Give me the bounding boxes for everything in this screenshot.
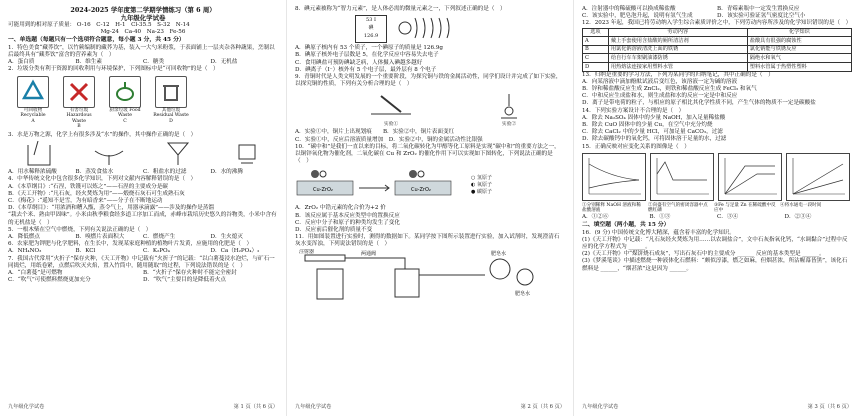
column-header: 劳动内容 <box>608 28 747 37</box>
atomic-number: 53 <box>366 17 373 24</box>
question-11: 11．用如图装置进行实验时，测得的数据如下。某同学按下图所示装置进行实验，加入试剂时，发现澄清石灰水变浑浊，下列说法错误的是（ ） <box>295 234 560 248</box>
figure-caption: 实验① <box>383 122 399 128</box>
option: A．实验①中，铜片上出现划痕 B．实验②中，铜片表面变红 <box>295 129 455 136</box>
element-figures <box>355 15 565 43</box>
section-heading: 一、单选题（每题只有一个选项符合题意，每小题 3 分，共 45 分） <box>8 37 185 44</box>
column-header: 化学知识 <box>747 28 851 37</box>
option: B．①③ <box>649 214 671 220</box>
option: B．《天工开物》:“凡石灰，经火焚炼为用”——煅烧石灰石可生成熟石灰 <box>8 190 185 197</box>
apparatus-label: 两通阀 <box>361 250 377 257</box>
option: D．除去碳酸钙中的氧化钙，可将固体溶于足量的水，过滤 <box>582 136 727 143</box>
option: D．该实验可验证氢气密度比空气小 <box>717 13 806 20</box>
page-footer <box>295 403 565 410</box>
option: D．Ca（H₂PO₄）₂ <box>210 248 260 255</box>
hazardous-icon <box>60 76 98 130</box>
catalyst-label: Cu-ZrO₂ <box>411 187 431 194</box>
option: D．反应前后催化剂的质量不变 <box>295 227 373 234</box>
table-cell: C <box>583 54 609 63</box>
option: C．实验①中，反应后溶液质量增加 D．实验②中，铜的金属活动性比银强 <box>295 136 483 143</box>
atom-structure-diagram <box>395 15 455 41</box>
table-cell: 隔绝水和氧气 <box>747 54 851 63</box>
question-16: 16．(9 分) 中国传统文化博大精深，蕴含着丰富的化学知识。 <box>582 229 735 236</box>
option: C．该实验中，肥皂泡升起，说明有氢气生成 <box>582 13 693 20</box>
option: D．②③④ <box>784 214 812 220</box>
option: A．①②⑥ <box>582 214 609 220</box>
table-cell: D <box>583 62 609 71</box>
question-4: 4．中华传统文化中包含很多化学知识，下列对文献内容解释错误的是（ ） <box>8 176 197 183</box>
question-7: 7．我国古代常用“火折子”保存火种，《天工开物》中记载有“火折子”的记载：“以白薯蔓浸水泡烂，与矿石一同捣烂，用纸卷紧，点燃后吹灭火焰，置入竹筒中，随用随取”的过程，下列说法错误的是（ ） <box>8 255 275 269</box>
question-5: 5．一根木柴在空气中燃烧，下列有关说法正确的是（ ） <box>8 226 152 233</box>
apparatus-label: 注射器 <box>299 248 315 255</box>
graph-caption: ④将水通电一段时间 <box>780 202 822 208</box>
option: B．嗅燃片表面积大 <box>75 234 125 241</box>
page-3 <box>574 0 860 416</box>
bin-label: 厨余垃圾 Food Waste <box>109 107 141 119</box>
apparatus-label: 肥皂水 <box>515 290 531 297</box>
option: C．中和反应生成盐和水，则生成盐和水的反应一定是中和反应 <box>582 93 738 100</box>
bin-letter: C <box>123 118 127 124</box>
option: D．“吹气”主要目的是降低着火点 <box>143 277 226 284</box>
question-10: 10．“碳中和”是我们一直以来的目标，将二氧化碳转化为甲醇等化工原料是实现“碳中和”的重要方法之一，以铜锌氧化物为催化剂，二氧化碳在 Cu 和 ZrO₂ 的催化作用下可以实现如下图转化，下列说法正确的是（ ） <box>295 143 560 165</box>
question-12: 12．2023 年起，我国已将劳动纳入学生综合素质评价之中，下列劳动内容所涉及的化学知识错误的是（ ） <box>582 20 852 27</box>
graph-1 <box>582 153 646 201</box>
column-header: 选项 <box>583 28 609 37</box>
table-cell: 氯化钠能与铁锈反应 <box>747 45 851 54</box>
table-header <box>583 28 852 37</box>
option: B．锌和稀盐酸反应生成 ZnCl₂，则铁和稀盐酸反应生成 FeCl₃ 和氧气 <box>582 85 757 92</box>
lab-figures <box>8 141 278 167</box>
section-heading: 二、填空题（两小题，共 15 分） <box>582 222 670 229</box>
apparatus-diagram <box>295 249 555 303</box>
footer-left: 九年级化学试卷 <box>582 404 619 410</box>
table-row <box>583 37 852 46</box>
exam-title: 2024-2025 学年度第二学期学情练习（第 6 周） <box>70 6 216 14</box>
bin-letter: A <box>31 118 35 124</box>
question-6: 6．农家肥为钾肥与化学肥料，在生长中，发现某家庭种植的植物叶片发黄，应施用的化肥是（ ） <box>8 241 253 248</box>
option: C．食用碘盐可预防碘缺乏病，人体摄入碘越多越好 <box>295 59 423 66</box>
experiment-figures <box>335 90 565 127</box>
graph-caption: ①分别稀释 NaOH 溶液和稀盐酸溶液 <box>582 202 641 214</box>
question-15: 15．正确反映对应变化关系的图像是（ ） <box>582 143 690 150</box>
option: A．除去 Na₂SO₄ 固体中的少量 NaOH，加入足量稀盐酸 <box>582 114 726 121</box>
recyclable-icon <box>14 76 52 130</box>
options-q6 <box>8 248 278 255</box>
option: D．生火熄灭 <box>210 234 243 241</box>
option: D．水的沸腾 <box>210 169 243 176</box>
recycling-icons <box>14 76 278 130</box>
options-q15 <box>582 214 852 221</box>
graph-4 <box>786 153 850 201</box>
question-3: 3．水是万物之源，化学上有很多涉及“水”的操作，其中操作正确的是（ ） <box>8 132 197 138</box>
option: A．“白薯蔓”是可燃物 <box>8 270 63 277</box>
question-14: 14．下列实验方案设计不合理的是（ ） <box>582 107 685 114</box>
bin-label: 可回收物 Recyclable <box>20 107 46 119</box>
graph-3 <box>718 153 782 201</box>
table-row <box>583 45 852 54</box>
options-q7 <box>8 270 278 284</box>
graph-caption: ③Fe 与足量 Zn 在稀硫酸中反应中 <box>714 202 776 214</box>
option: C．“吹气”可使燃料燃烧更加充分 <box>8 277 91 284</box>
page-number: 第 1 页（共 6 页） <box>233 404 278 410</box>
question-9: 9．青铜时代是人类文明发展的一个重要阶段，为探究铜与铁的金属活动性，同学们设计并完成了如下实验，以探究铜的性质，下列有关分析合理的是（ ） <box>295 74 562 88</box>
sub-question: (2)《天工开物》中“煤饼烧石成灰”，写出石灰石中的主要成分 ______ 反应的基本类型是 ______。 <box>582 251 825 258</box>
option: C．糖类 <box>143 59 165 66</box>
option: B．KCl <box>75 248 96 255</box>
passage: “栽去个米、熟由甲固味”。小米由秋季粮食经多道工序加工而成，赤峰市栽培历史悠久的谷物类，小米中含有的无机盐是（ ） <box>8 212 277 226</box>
legend-item: 氢原子 <box>476 174 492 181</box>
food-waste-icon <box>106 76 144 130</box>
evaporating-dish-figure <box>77 141 140 167</box>
atomic-masses-2: Mg-24 Ca-40 Na-23 Fe-56 <box>100 29 186 36</box>
option: D．碘离子（I⁻）核外有 5 个电子层，最外层有 8 个电子 <box>295 66 437 73</box>
graph-caption: ②向盛有空气的密闭容器中点燃红磷 <box>648 202 708 214</box>
catalyst-diagram <box>295 167 465 203</box>
sub-question: (1)《天工开物》中记载：“凡石灰经火焚炼为用……以农调盐合”，文中石灰指氧化钙，“水调黏合”过程中反应的化学方程式为 ______。 <box>582 236 848 251</box>
option: A．用水稀释浓硫酸 <box>8 169 57 176</box>
option: B．青霉素瓶中一定发生置换反应 <box>717 6 800 12</box>
atomic-masses: 可能用到的相对原子质量： O-16 C-12 H-1 Cl-35.5 S-32 N-14 <box>8 22 190 28</box>
option: C．除去 CaCl₂ 中的少量 HCl，可加足量 CaCO₃，过滤 <box>582 129 723 136</box>
options-q11 <box>582 6 852 20</box>
option: C．粗盐水的过滤 <box>143 169 187 176</box>
element-symbol: I <box>373 17 376 24</box>
option: D．《本草纲目》：“用浓酒和糟入甑，蒸令气上，用器承滴露”——涉及的操作是蒸馏 <box>8 205 214 212</box>
table-row <box>583 54 852 63</box>
catalyst-label: Cu-ZrO₂ <box>313 187 333 194</box>
option: A．碘原子核内有 53 个质子，一个碘原子的质量是 126.9g <box>295 45 443 52</box>
labor-table <box>582 28 852 72</box>
atom-legend: ○ 氢原子 ◐ 氧原子 ● 碳原子 <box>471 174 492 195</box>
table-cell: 盐酸具有很强的腐蚀性 <box>747 37 851 46</box>
option: C．K₂PO₄ <box>143 248 170 255</box>
option: A．NH₄NO₃ <box>8 248 42 255</box>
bin-label: 其他垃圾 Residual Waste <box>153 107 189 119</box>
option: A．注射器中的稀硫酸可以换成稀盐酸 <box>582 6 676 12</box>
legend-item: 碳原子 <box>476 188 492 195</box>
atomic-mass: 126.9 <box>363 33 379 40</box>
page-1 <box>0 0 286 416</box>
sub-question: (3)《梦溪笔谈》中描述燃烧一种液体化石燃料：“颇似淳漆，燃之如麻，但烟甚浓，所沾幄幕皆黑”，该化石燃料是 ______，“烟甚浓”这是因为 ______。 <box>582 258 848 272</box>
element-name: 碘 <box>368 25 374 32</box>
option: A．ZrO₂ 中锆元素的化合价为+2 价 <box>295 205 386 212</box>
table-cell: 用氯化钠溶液清洗上面的铁锈 <box>608 45 747 54</box>
figure-caption: 实验② <box>501 122 517 128</box>
page-2 <box>287 0 573 416</box>
page-footer <box>8 403 278 410</box>
bin-letter: B <box>77 124 81 130</box>
option: D．无机盐 <box>210 59 238 66</box>
apparatus-label: 肥皂水 <box>491 250 507 257</box>
table-cell: 塑料水管属于热塑性塑料 <box>747 62 851 71</box>
experiment-2-figure <box>453 90 565 127</box>
periodic-tile <box>355 15 387 43</box>
beaker-figure <box>8 141 71 167</box>
page-footer <box>582 403 852 410</box>
option: A．向某溶液中滴加酚酞试液后变红色，该溶液一定为碱的溶液 <box>582 78 738 85</box>
bin-letter: D <box>169 118 173 124</box>
option: B．“火折子”保存火种时不能完全密封 <box>143 270 237 277</box>
question-13: 13．归纳是重要的学习方法，下列为某同学的归纳笔记，其中正确的是（ ） <box>582 71 774 78</box>
option: C．《梅花》:“遥知不是雪，为有暗香来”——分子在不断地运动 <box>8 198 163 205</box>
graph-2 <box>650 153 714 201</box>
page-number: 第 3 页（共 6 页） <box>807 404 852 410</box>
option: B．该反应属于基本反应类型中的置换反应 <box>295 212 400 219</box>
option: C．反应中分子和原子的种类均发生了变化 <box>295 219 400 226</box>
exam-subtitle: 九年级化学试卷 <box>120 14 166 22</box>
option: B．蒸发食盐水 <box>75 169 114 176</box>
footer-left: 九年级化学试卷 <box>8 404 45 410</box>
experiment-1-figure <box>335 90 447 127</box>
option: B．除去 CuO 固体中的少量 Cu，在空气中充分灼烧 <box>582 122 713 128</box>
option: A．降低燃点 <box>8 234 41 241</box>
table-cell: 给自行车车架刷油漆防锈 <box>608 54 747 63</box>
reaction-diagram <box>295 167 565 203</box>
option: A．《本草纲目》:“石涅，铁镬可以炼之”——石涅的主要成分是碳 <box>8 183 168 190</box>
legend-item: 氧原子 <box>476 181 492 188</box>
option: D．离子是带电荷的粒子，与相应的原子相比其化学性质不同，产生气体的物质不一定是碳酸盐 <box>582 100 816 107</box>
option: B．维生素 <box>75 59 102 66</box>
page-number: 第 2 页（共 6 页） <box>520 404 565 410</box>
table-cell: B <box>583 45 609 54</box>
question-2: 2．垃圾分类有利于资源的回收利用与环境保护，下列图标中是“可回收物”的是（ ） <box>8 66 219 73</box>
option: C．燃烧产生 <box>143 234 176 241</box>
footer-left: 九年级化学试卷 <box>295 404 332 410</box>
filtration-figure <box>146 141 209 167</box>
graphs-row <box>582 153 852 201</box>
option: B．碘原子核外电子层数是 5，在化学反应中容易失去电子 <box>295 52 439 59</box>
graph-captions <box>582 203 852 214</box>
table-cell: 戴上手套使用含盐酸的厕所清洁剂 <box>608 37 747 46</box>
bin-label: 有害垃圾 Hazardous Waste <box>66 107 92 124</box>
option: C．③④ <box>717 214 739 220</box>
residual-waste-icon <box>152 76 190 130</box>
option: A．蛋白质 <box>8 59 35 66</box>
question-1: 1．特色美食“藏荞饮”，以竹蕨编制的藏荞为基，装入一大勺米粉浆，于表面铺上一层夹杂各种蔬果，烹制以后最终具有“藏荞饮”富含的营养素为（ ） <box>8 44 275 59</box>
table-cell: 用热熔法连接家用塑料水管 <box>608 62 747 71</box>
question-8: 8．碘元素被称为“智力元素”，是人体必需的微量元素之一，下列叙述正确的是（ ） <box>295 6 506 12</box>
table-cell: A <box>583 37 609 46</box>
table-row <box>583 62 852 71</box>
boiling-figure <box>215 141 278 167</box>
